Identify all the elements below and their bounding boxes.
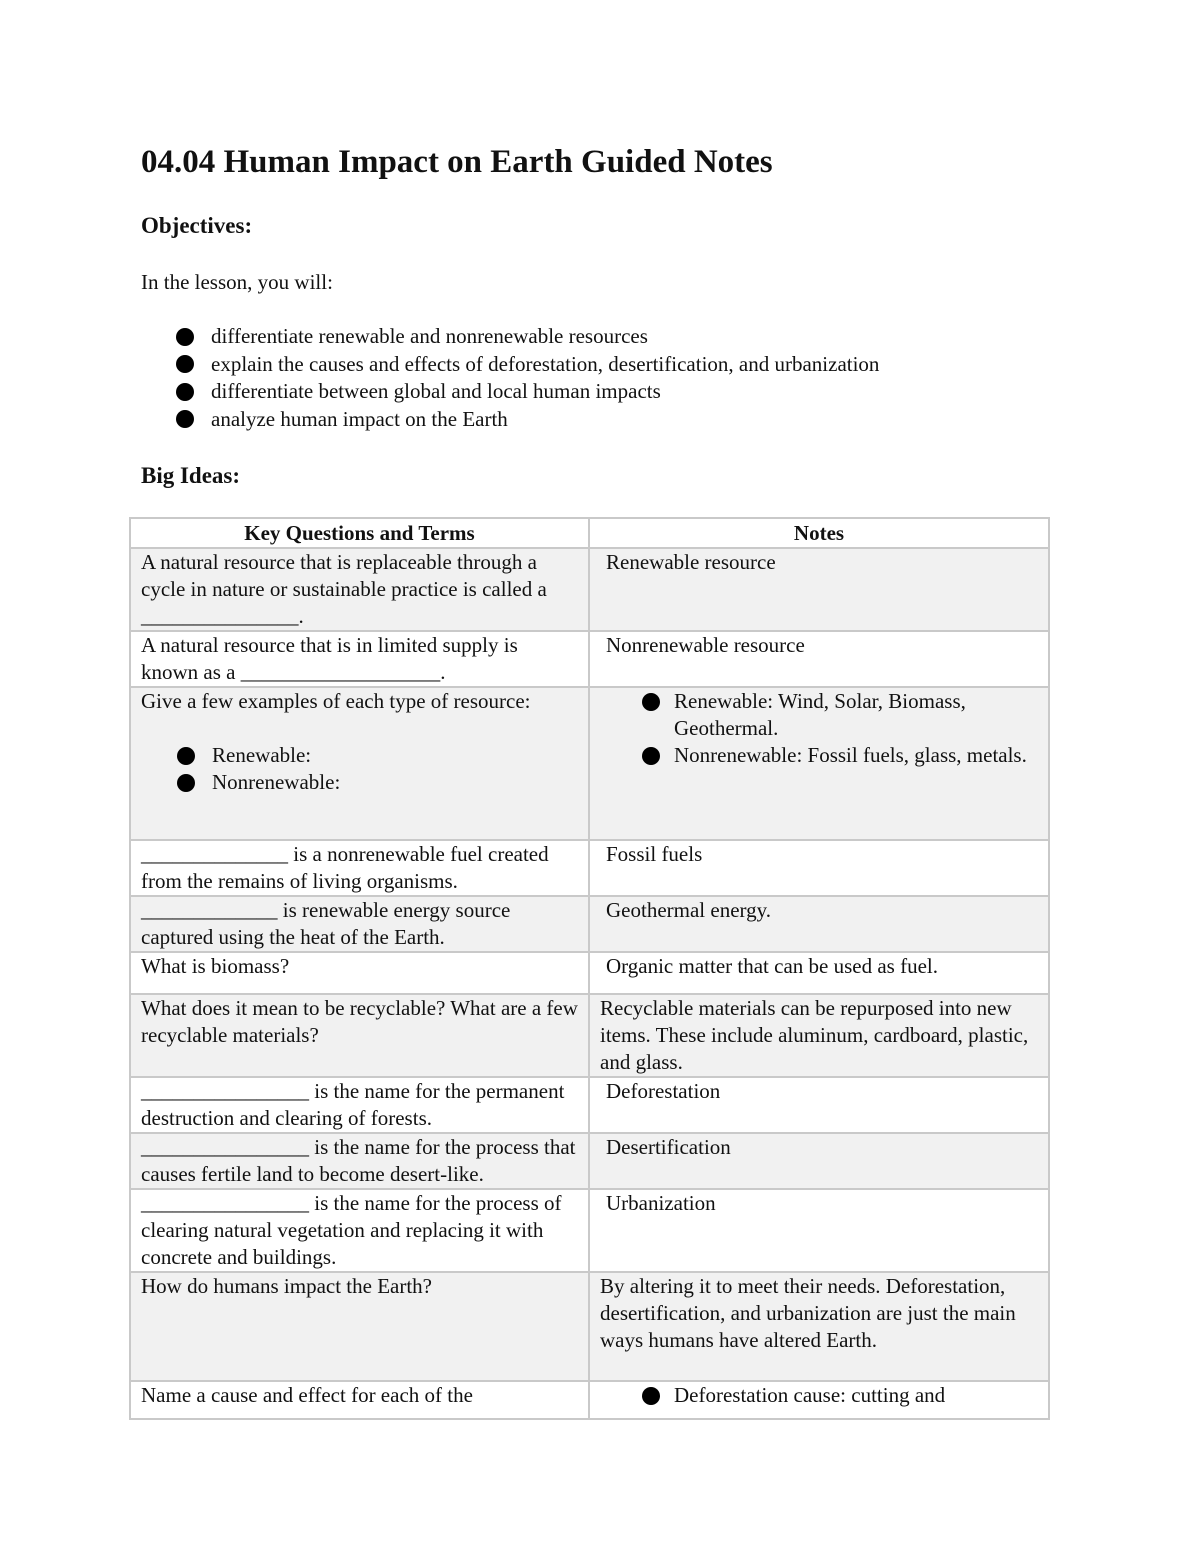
question-cell: What does it mean to be recyclable? What are a few recyclable materials? xyxy=(130,994,589,1077)
table-row xyxy=(130,631,1049,687)
table-row xyxy=(130,1381,1049,1419)
list-item xyxy=(642,1382,1038,1409)
list-item-text: Renewable: xyxy=(212,743,312,767)
table-row xyxy=(130,840,1049,896)
question-cell: How do humans impact the Earth? xyxy=(130,1272,589,1381)
question-cell: _____________ is renewable energy source captured using the heat of the Earth. xyxy=(130,896,589,952)
bullet-icon xyxy=(176,410,194,428)
notes-cell[interactable]: Deforestation xyxy=(589,1077,1049,1133)
list-item xyxy=(177,769,578,796)
notes-cell[interactable]: Desertification xyxy=(589,1133,1049,1189)
bullet-icon xyxy=(176,328,194,346)
list-item-text: Nonrenewable: xyxy=(212,770,341,794)
notes-cell[interactable]: Urbanization xyxy=(589,1189,1049,1272)
objectives-heading: Objectives: xyxy=(141,213,253,238)
notes-cell[interactable]: Nonrenewable resource xyxy=(589,631,1049,687)
question-cell xyxy=(130,687,589,840)
question-cell: ________________ is the name for the permanent destruction and clearing of forests. xyxy=(130,1077,589,1133)
question-cell: Name a cause and effect for each of the xyxy=(130,1381,589,1419)
notes-list xyxy=(606,688,1038,769)
bullet-icon xyxy=(177,747,195,765)
table-row xyxy=(130,952,1049,994)
notes-cell[interactable]: By altering it to meet their needs. Deforestation, desertification, and urbanization are just the main ways humans have altered Earth. xyxy=(589,1272,1049,1381)
table-row xyxy=(130,1189,1049,1272)
objectives-list xyxy=(176,323,879,433)
question-cell: A natural resource that is in limited supply is known as a ___________________. xyxy=(130,631,589,687)
objectives-intro: In the lesson, you will: xyxy=(141,270,333,294)
big-ideas-heading: Big Ideas: xyxy=(141,463,241,488)
objective-item xyxy=(176,378,879,406)
notes-cell[interactable] xyxy=(589,1381,1049,1419)
table-row xyxy=(130,548,1049,631)
notes-cell[interactable]: Organic matter that can be used as fuel. xyxy=(589,952,1049,994)
list-item xyxy=(642,688,1038,742)
objective-text: explain the causes and effects of deforestation, desertification, and urbanization xyxy=(211,351,880,376)
list-item xyxy=(177,742,578,769)
question-cell: ________________ is the name for the process of clearing natural vegetation and replacing it with concrete and buildings. xyxy=(130,1189,589,1272)
objective-text: analyze human impact on the Earth xyxy=(211,406,508,431)
list-item-text: Renewable: Wind, Solar, Biomass, Geothermal. xyxy=(674,689,966,740)
bullet-icon xyxy=(176,383,194,401)
question-cell: A natural resource that is replaceable through a cycle in nature or sustainable practice is called a _______________. xyxy=(130,548,589,631)
objective-text: differentiate between global and local human impacts xyxy=(211,379,661,403)
question-text: Give a few examples of each type of resource: xyxy=(141,689,531,713)
page-title: 04.04 Human Impact on Earth Guided Notes xyxy=(141,144,773,180)
table-header-row xyxy=(130,518,1049,548)
table-row xyxy=(130,1272,1049,1381)
bullet-icon xyxy=(176,355,194,373)
list-item xyxy=(642,742,1038,769)
bullet-icon xyxy=(642,1387,660,1405)
table-row xyxy=(130,896,1049,952)
table-row xyxy=(130,994,1049,1077)
table-row xyxy=(130,1077,1049,1133)
notes-cell[interactable]: Geothermal energy. xyxy=(589,896,1049,952)
objective-text: differentiate renewable and nonrenewable resources xyxy=(211,324,648,348)
notes-cell[interactable]: Recyclable materials can be repurposed into new items. These include aluminum, cardboard, plastic, and glass. xyxy=(589,994,1049,1077)
column-header-questions: Key Questions and Terms xyxy=(130,518,589,548)
notes-list xyxy=(606,1382,1038,1409)
question-cell: ________________ is the name for the process that causes fertile land to become desert-like. xyxy=(130,1133,589,1189)
bullet-icon xyxy=(642,693,660,711)
column-header-notes: Notes xyxy=(589,518,1049,548)
objective-item xyxy=(176,323,879,351)
notes-cell[interactable] xyxy=(589,687,1049,840)
objective-item xyxy=(176,351,879,379)
question-cell: What is biomass? xyxy=(130,952,589,994)
table-row xyxy=(130,1133,1049,1189)
bullet-icon xyxy=(177,774,195,792)
notes-table xyxy=(129,517,1050,1420)
bullet-icon xyxy=(642,747,660,765)
notes-cell[interactable]: Renewable resource xyxy=(589,548,1049,631)
list-item-text: Nonrenewable: Fossil fuels, glass, metals. xyxy=(674,743,1027,767)
table-row xyxy=(130,687,1049,840)
question-list xyxy=(141,742,578,796)
objective-item xyxy=(176,406,879,434)
list-item-text: Deforestation cause: cutting and xyxy=(674,1383,946,1407)
question-cell: ______________ is a nonrenewable fuel created from the remains of living organisms. xyxy=(130,840,589,896)
notes-cell[interactable]: Fossil fuels xyxy=(589,840,1049,896)
